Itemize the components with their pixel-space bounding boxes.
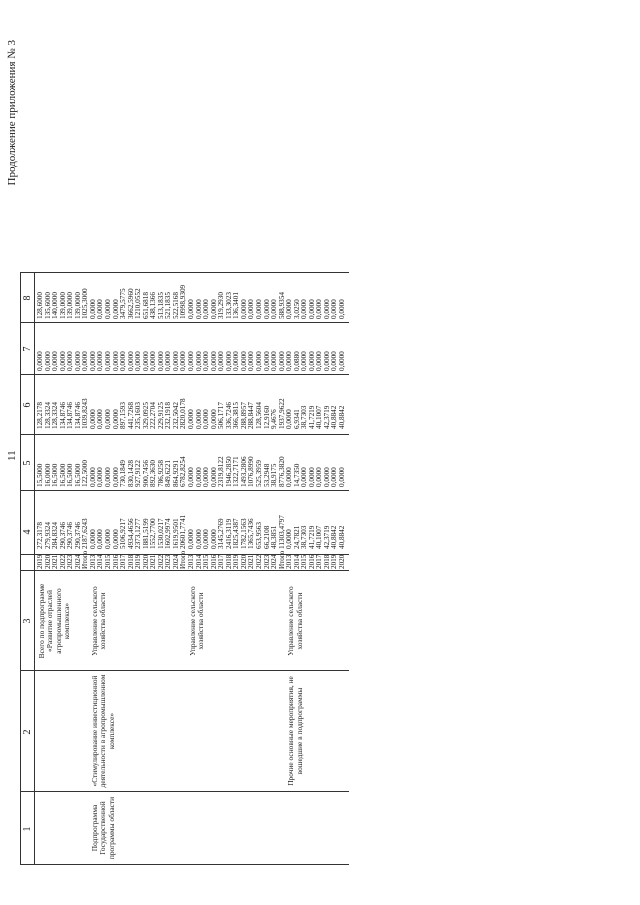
row-year: 2023 xyxy=(66,554,75,569)
table-cell: 1825,4387 xyxy=(232,518,241,549)
table-cell: 2187,6243 xyxy=(81,518,90,549)
table-cell: 290,3746 xyxy=(66,522,75,549)
table-cell: 0,0000 xyxy=(88,467,97,487)
table-cell: 0,0000 xyxy=(149,351,158,371)
row-year: 2020 xyxy=(239,554,248,569)
row-year: 2020 xyxy=(338,554,346,569)
table-cell: 506,1717 xyxy=(217,402,226,429)
column-header-1: 1 xyxy=(22,826,33,832)
row-year: Итого xyxy=(277,550,286,569)
table-cell: 0,0000 xyxy=(224,351,233,371)
table-cell: 0,0000 xyxy=(187,299,195,319)
table-cell: 12,9160 xyxy=(262,405,271,429)
table-cell: 0,0000 xyxy=(330,467,339,487)
header-bottom-border xyxy=(34,273,35,865)
table-cell: 0,0000 xyxy=(322,299,331,319)
table-cell: 0,0000 xyxy=(187,351,195,371)
table-cell: 0,0000 xyxy=(194,529,203,549)
row-year: Итого xyxy=(179,550,188,569)
table-cell: 139,0000 xyxy=(58,292,67,319)
table-cell: 133,3023 xyxy=(224,292,233,319)
table-cell: 892,3630 xyxy=(149,460,158,487)
table-cell: 849,6221 xyxy=(164,460,173,487)
table-cell: 786,9258 xyxy=(156,460,165,487)
row-year: 2019 xyxy=(134,554,143,569)
table-cell: 0,0000 xyxy=(73,351,82,371)
table-cell: 229,9125 xyxy=(156,402,165,429)
table-cell: 0,0000 xyxy=(103,299,112,319)
table-cell: 0,0000 xyxy=(88,299,97,319)
table-cell: 41,7219 xyxy=(307,405,316,429)
table-cell: 0,0000 xyxy=(330,299,339,319)
table-cell: 0,0000 xyxy=(322,467,331,487)
table-cell: 319,2930 xyxy=(217,292,226,319)
row-year: 2014 xyxy=(292,554,301,569)
table-cell: 0,0000 xyxy=(330,351,339,371)
row-year: 2021 xyxy=(247,554,256,569)
row-year: 2016 xyxy=(209,554,218,569)
table-cell: 128,5604 xyxy=(254,402,263,429)
column-divider xyxy=(20,374,349,375)
table-cell: 830,1428 xyxy=(126,460,135,487)
table-cell: 1619,9501 xyxy=(171,518,180,549)
table-cell: 0,0000 xyxy=(254,351,263,371)
table-cell: 3479,5775 xyxy=(119,288,128,319)
table-cell: 0,0000 xyxy=(43,351,52,371)
table-cell: 1602,9974 xyxy=(164,518,173,549)
row-year: 2022 xyxy=(58,554,67,569)
table-cell: 16,5000 xyxy=(58,463,67,487)
table-cell: 0,0000 xyxy=(209,467,218,487)
table-cell: 272,3178 xyxy=(36,522,44,549)
table-cell: 0,0000 xyxy=(285,467,294,487)
table-cell: 38,7303 xyxy=(300,405,309,429)
table-cell: 0,0000 xyxy=(156,351,165,371)
table-cell: 0,0000 xyxy=(300,351,309,371)
table-cell: 222,2704 xyxy=(149,402,158,429)
table-cell: 0,0000 xyxy=(103,529,112,549)
table-cell: 441,7268 xyxy=(126,402,135,429)
column-divider xyxy=(20,791,349,792)
table-cell: 0,0000 xyxy=(270,351,279,371)
table-cell: 1552,7700 xyxy=(149,518,158,549)
table-cell: 2820,0178 xyxy=(179,398,188,429)
column-divider xyxy=(20,864,349,865)
table-cell: 128,3324 xyxy=(43,402,52,429)
table-cell: 9,4676 xyxy=(270,409,279,429)
table-cell: 0,0000 xyxy=(209,299,218,319)
table-cell: 0,0000 xyxy=(111,409,120,429)
table-cell: 11303,4797 xyxy=(277,515,286,549)
table-cell: 1365,7436 xyxy=(247,518,256,549)
table-cell: 0,0000 xyxy=(322,351,331,371)
table-cell: 897,1593 xyxy=(119,402,128,429)
table-cell: 0,0000 xyxy=(277,351,286,371)
section-label-col2: Прочие основные мероприятия, не вошедшие в подпрограммы xyxy=(286,676,304,786)
table-cell: 0,0000 xyxy=(194,409,203,429)
table-cell: 2416,3119 xyxy=(224,518,233,549)
section-label-col3: Управление сельского хозяйства области xyxy=(286,586,304,656)
table-cell: 16,5000 xyxy=(66,463,75,487)
table-cell: 2373,1277 xyxy=(134,518,143,549)
row-year: 2020 xyxy=(43,554,52,569)
table-cell: 0,0000 xyxy=(111,351,120,371)
table-cell: 288,8447 xyxy=(247,402,256,429)
table-cell: 1210,0552 xyxy=(134,288,143,319)
row-year: 2015 xyxy=(103,554,112,569)
table-cell: 0,0000 xyxy=(338,351,346,371)
table-cell: 0,0000 xyxy=(111,529,120,549)
column-header-2: 2 xyxy=(22,729,33,735)
table-cell: 0,0000 xyxy=(209,529,218,549)
table-cell: 864,9291 xyxy=(171,460,180,487)
table-cell: 42,3719 xyxy=(322,405,331,429)
table-cell: 438,1366 xyxy=(149,292,158,319)
table-cell: 0,0000 xyxy=(96,299,105,319)
table-cell: 0,0000 xyxy=(315,467,324,487)
row-year: 2023 xyxy=(262,554,271,569)
table-cell: 0,0000 xyxy=(300,299,309,319)
table-cell: 40,8842 xyxy=(330,525,339,549)
table-cell: 1493,2806 xyxy=(239,456,248,487)
table-cell: 0,0000 xyxy=(103,467,112,487)
table-cell: 284,8324 xyxy=(51,522,60,549)
row-year: Итого xyxy=(81,550,90,569)
table-cell: 16,5000 xyxy=(51,463,60,487)
row-year: 2013 xyxy=(285,554,294,569)
table-cell: 0,0000 xyxy=(307,351,316,371)
row-year: 2018 xyxy=(224,554,233,569)
table-top-border xyxy=(20,273,21,865)
table-cell: 235,1603 xyxy=(134,402,143,429)
table-cell: 0,0000 xyxy=(141,351,150,371)
table-cell: 10998,9309 xyxy=(179,284,188,319)
page-number: 11 xyxy=(6,450,18,461)
table-cell: 1881,5199 xyxy=(141,518,150,549)
table-cell: 5106,9217 xyxy=(119,518,128,549)
column-divider xyxy=(20,570,349,571)
table-cell: 38,7303 xyxy=(300,525,309,549)
table-cell: 1039,8243 xyxy=(81,398,90,429)
table-cell: 0,0000 xyxy=(338,467,346,487)
table-cell: 40,1007 xyxy=(315,525,324,549)
table-cell: 15,5000 xyxy=(36,463,44,487)
row-year: 2023 xyxy=(164,554,173,569)
column-divider xyxy=(20,272,349,273)
table-cell: 0,0000 xyxy=(300,467,309,487)
table-cell: 0,0000 xyxy=(194,299,203,319)
table-cell: 0,0000 xyxy=(187,467,195,487)
table-cell: 3145,2769 xyxy=(217,518,226,549)
row-year: 2018 xyxy=(126,554,135,569)
table-cell: 40,8842 xyxy=(330,405,339,429)
table-cell: 0,0000 xyxy=(81,351,90,371)
table-cell: 1946,2850 xyxy=(224,456,233,487)
row-year: 2021 xyxy=(51,554,60,569)
table-cell: 0,0000 xyxy=(134,351,143,371)
table-cell: 0,0000 xyxy=(96,351,105,371)
table-cell: 0,0000 xyxy=(66,351,75,371)
table-cell: 0,0000 xyxy=(36,351,44,371)
row-year: 2019 xyxy=(330,554,339,569)
table-cell: 42,3719 xyxy=(322,525,331,549)
section-label-col1: Подпрограмма Государственной программы области xyxy=(89,796,116,860)
table-cell: 0,0000 xyxy=(58,351,67,371)
table-cell: 651,6818 xyxy=(141,292,150,319)
table-cell: 0,0000 xyxy=(247,299,256,319)
table-cell: 0,0000 xyxy=(194,351,203,371)
table-cell: 1530,0217 xyxy=(156,518,165,549)
table-cell: 290,3746 xyxy=(58,522,67,549)
continuation-caption: Продолжение приложения № 3 xyxy=(6,40,18,186)
table-cell: 0,0000 xyxy=(262,299,271,319)
table-cell: 900,7456 xyxy=(141,460,150,487)
table-cell: 6782,8254 xyxy=(179,456,188,487)
table-cell: 0,0000 xyxy=(202,351,211,371)
row-year: 2018 xyxy=(322,554,331,569)
table-cell: 139,0000 xyxy=(73,292,82,319)
table-cell: 16,5000 xyxy=(73,463,82,487)
table-cell: 0,0000 xyxy=(202,529,211,549)
table-cell: 232,5042 xyxy=(171,402,180,429)
table-cell: 20601,7741 xyxy=(179,514,188,549)
table-cell: 0,0880 xyxy=(292,351,301,371)
row-year: 2022 xyxy=(254,554,263,569)
section-label-col3: Управление сельского хозяйства области xyxy=(188,586,206,656)
row-year: 2016 xyxy=(111,554,120,569)
table-cell: 14,7350 xyxy=(292,463,301,487)
row-year: 2015 xyxy=(202,554,211,569)
table-cell: 0,0000 xyxy=(285,409,294,429)
column-header-8: 8 xyxy=(22,295,33,301)
section-label-col3: Управление сельского хозяйства области xyxy=(89,586,108,656)
column-header-4: 4 xyxy=(22,529,33,535)
table-cell: 0,0000 xyxy=(239,299,248,319)
table-cell: 1025,3000 xyxy=(81,288,90,319)
table-cell: 0,0000 xyxy=(262,351,271,371)
row-year: 2017 xyxy=(315,554,324,569)
column-divider xyxy=(20,490,349,491)
row-year: 2024 xyxy=(171,554,180,569)
section-label-col2: «Стимулирование инвестиционной деятельности в агропромышленном комплексе» xyxy=(89,674,116,788)
table-cell: 0,0000 xyxy=(315,351,324,371)
table-cell: 66,2108 xyxy=(262,525,271,549)
table-cell: 0,0000 xyxy=(88,351,97,371)
table-cell: 128,2178 xyxy=(36,402,44,429)
table-cell: 0,0000 xyxy=(119,351,128,371)
table-cell: 653,9563 xyxy=(254,522,263,549)
row-year: 2022 xyxy=(156,554,165,569)
column-divider xyxy=(20,670,349,671)
table-cell: 522,5168 xyxy=(171,292,180,319)
table-cell: 521,1835 xyxy=(164,292,173,319)
table-cell: 0,0000 xyxy=(194,467,203,487)
table-cell: 0,0000 xyxy=(96,467,105,487)
table-cell: 0,0000 xyxy=(209,409,218,429)
table-cell: 0,0000 xyxy=(232,351,241,371)
table-cell: 0,0000 xyxy=(202,467,211,487)
table-cell: 0,0000 xyxy=(285,529,294,549)
table-cell: 134,8746 xyxy=(73,402,82,429)
row-year: 2014 xyxy=(194,554,203,569)
table-cell: 0,0000 xyxy=(307,299,316,319)
table-cell: 40,8842 xyxy=(338,405,346,429)
table-cell: 1782,1563 xyxy=(239,518,248,549)
table-cell: 232,1918 xyxy=(164,402,173,429)
table-cell: 513,1835 xyxy=(156,292,165,319)
table-cell: 0,0000 xyxy=(88,409,97,429)
row-year: 2019 xyxy=(232,554,241,569)
table-cell: 0,0000 xyxy=(247,351,256,371)
table-cell: 3662,5960 xyxy=(126,288,135,319)
table-cell: 0,0000 xyxy=(202,299,211,319)
table-cell: 730,1849 xyxy=(119,460,128,487)
table-cell: 0,0000 xyxy=(217,351,226,371)
table-cell: 0,0000 xyxy=(285,299,294,319)
row-year: 2017 xyxy=(217,554,226,569)
table-cell: 0,0000 xyxy=(111,299,120,319)
table-cell: 1937,9622 xyxy=(277,398,286,429)
row-year: 2017 xyxy=(119,554,128,569)
table-cell: 136,3401 xyxy=(232,292,241,319)
table-cell: 290,3746 xyxy=(73,522,82,549)
table-cell: 0,0000 xyxy=(88,529,97,549)
table-cell: 128,3324 xyxy=(51,402,60,429)
table-cell: 0,0000 xyxy=(254,299,263,319)
table-cell: 38,9175 xyxy=(270,463,279,487)
row-year: 2024 xyxy=(73,554,82,569)
table-cell: 0,0000 xyxy=(202,409,211,429)
table-cell: 336,7246 xyxy=(224,402,233,429)
row-year: 2021 xyxy=(149,554,158,569)
row-year: 2013 xyxy=(187,554,195,569)
column-header-6: 6 xyxy=(22,402,33,408)
row-year: 2015 xyxy=(300,554,309,569)
section-label-col3: Всего по подпрограмме «Развитие отраслей агропромышленного комплекса» xyxy=(37,583,72,659)
table-cell: 588,9354 xyxy=(277,292,286,319)
table-cell: 0,0000 xyxy=(315,299,324,319)
row-year: 2020 xyxy=(141,554,150,569)
table-cell: 0,0000 xyxy=(96,409,105,429)
table-cell: 24,7821 xyxy=(292,525,301,549)
table-cell: 0,0000 xyxy=(209,351,218,371)
row-year: 2019 xyxy=(36,554,44,569)
column-divider xyxy=(20,434,349,435)
table-cell: 2319,8122 xyxy=(217,456,226,487)
table-cell: 3,0250 xyxy=(292,299,301,319)
table-cell: 0,0000 xyxy=(51,351,60,371)
row-year: 2016 xyxy=(307,554,316,569)
table-cell: 927,9122 xyxy=(134,460,143,487)
table-cell: 134,8746 xyxy=(66,402,75,429)
table-cell: 0,0000 xyxy=(187,529,195,549)
table-cell: 329,0925 xyxy=(141,402,150,429)
table-cell: 0,0000 xyxy=(307,467,316,487)
table-cell: 0,0000 xyxy=(103,351,112,371)
table-cell: 135,6000 xyxy=(43,292,52,319)
column-header-5: 5 xyxy=(22,460,33,466)
table-cell: 0,0000 xyxy=(126,351,135,371)
table-cell: 134,8746 xyxy=(58,402,67,429)
table-cell: 4934,4656 xyxy=(126,518,135,549)
row-year: 2013 xyxy=(88,554,97,569)
table-cell: 279,9324 xyxy=(43,522,52,549)
table-cell: 140,0000 xyxy=(51,292,60,319)
table-cell: 288,8957 xyxy=(239,402,248,429)
table-cell: 0,0000 xyxy=(270,299,279,319)
table-cell: 0,0000 xyxy=(239,351,248,371)
table-cell: 0,0000 xyxy=(96,529,105,549)
table-cell: 139,0000 xyxy=(66,292,75,319)
table-cell: 0,0000 xyxy=(111,467,120,487)
table-cell: 122,5000 xyxy=(81,460,90,487)
row-year: 2024 xyxy=(270,554,279,569)
table-cell: 40,8842 xyxy=(338,525,346,549)
table-cell: 16,0000 xyxy=(43,463,52,487)
table-cell: 0,0000 xyxy=(187,409,195,429)
table-cell: 0,0000 xyxy=(179,351,188,371)
column-divider xyxy=(20,322,349,323)
column-header-3: 3 xyxy=(22,618,33,624)
table-cell: 40,1007 xyxy=(315,405,324,429)
table-cell: 0,0000 xyxy=(171,351,180,371)
table-cell: 0,0000 xyxy=(164,351,173,371)
column-divider xyxy=(20,554,349,555)
table-cell: 0,0000 xyxy=(338,299,346,319)
table-cell: 1076,8990 xyxy=(247,456,256,487)
table-cell: 8776,3820 xyxy=(277,456,286,487)
row-year: 2014 xyxy=(96,554,105,569)
table-cell: 525,3959 xyxy=(254,460,263,487)
column-header-7: 7 xyxy=(22,346,33,352)
table-cell: 48,3851 xyxy=(270,525,279,549)
table-cell: 0,0000 xyxy=(285,351,294,371)
table-cell: 128,6000 xyxy=(36,292,44,319)
table-cell: 41,7219 xyxy=(307,525,316,549)
table-cell: 0,0000 xyxy=(103,409,112,429)
table-cell: 366,3815 xyxy=(232,402,241,429)
table-cell: 53,2948 xyxy=(262,463,271,487)
table-cell: 1322,7171 xyxy=(232,456,241,487)
table-cell: 6,9341 xyxy=(292,409,301,429)
